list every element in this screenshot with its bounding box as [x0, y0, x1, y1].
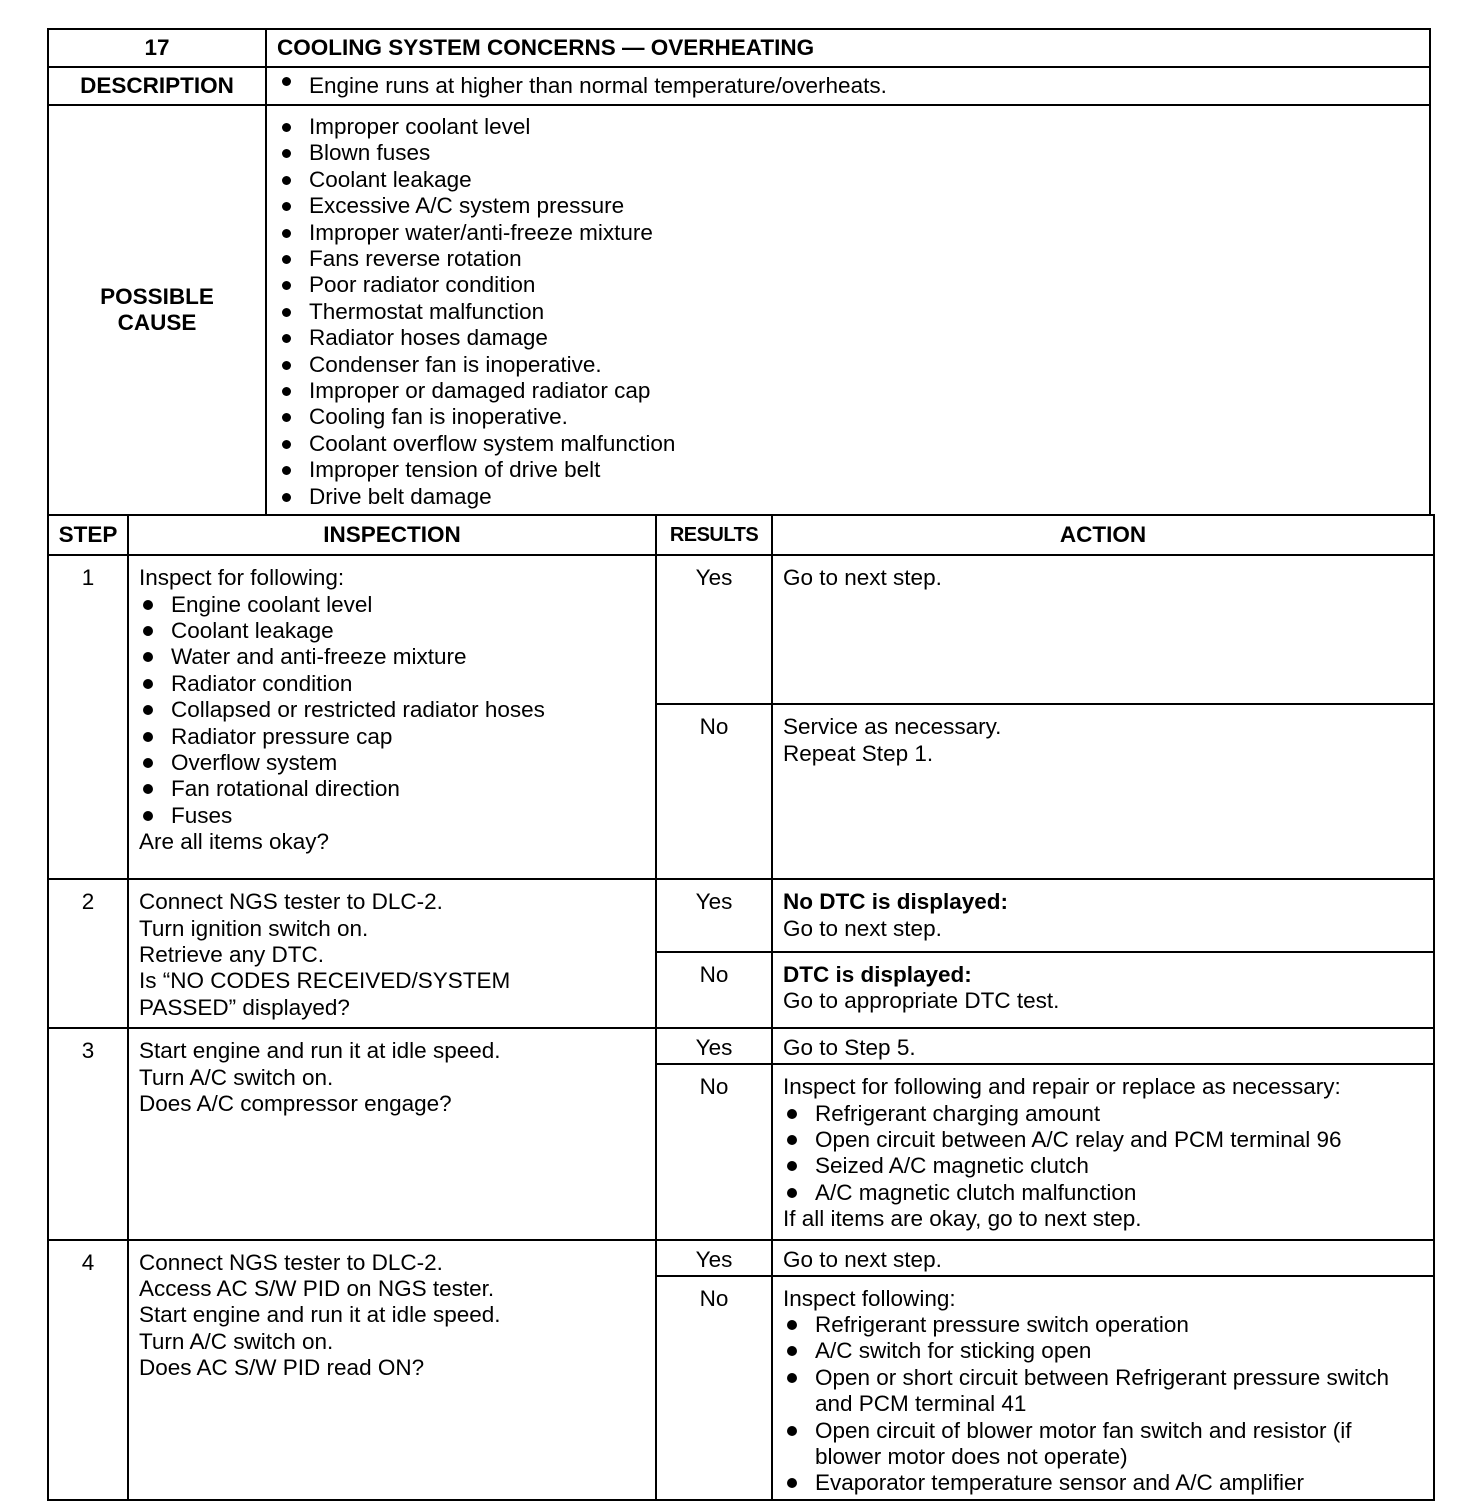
cause-item: Poor radiator condition [277, 272, 1419, 298]
step-3-no-action-list [783, 1101, 1423, 1207]
column-header-step: STEP [48, 515, 128, 555]
step-1-check-list [139, 592, 645, 830]
step-2-yes-result: Yes [656, 879, 772, 952]
step-2-yes-action [772, 879, 1434, 952]
step-2-no-action-heading: DTC is displayed: [783, 962, 972, 988]
steps-table [47, 514, 1435, 1501]
step-2-line: Retrieve any DTC. [139, 941, 325, 967]
step-2-yes-action-heading: No DTC is displayed: [783, 889, 1009, 915]
step-4-no-action-item: Refrigerant pressure switch operation [783, 1312, 1423, 1338]
step-2-no-result: No [656, 952, 772, 1028]
description-label: DESCRIPTION [48, 67, 266, 105]
cause-item: Cooling fan is inoperative. [277, 404, 1419, 430]
concern-summary-table [47, 28, 1431, 516]
step-4-line: Start engine and run it at idle speed. [139, 1302, 501, 1328]
step-4-no-action [772, 1276, 1434, 1500]
step-3-line: Does A/C compressor engage? [139, 1090, 452, 1116]
step-1-item: Coolant leakage [139, 618, 645, 644]
step-1-item: Fan rotational direction [139, 776, 645, 802]
step-1-item: Radiator condition [139, 671, 645, 697]
step-3-no-action [772, 1064, 1434, 1239]
step-1-item: Overflow system [139, 750, 645, 776]
step-3-no-action-item: Seized A/C magnetic clutch [783, 1153, 1423, 1179]
concern-title: COOLING SYSTEM CONCERNS — OVERHEATING [266, 29, 1430, 67]
step-2-inspection [128, 879, 656, 1028]
step-1-question: Are all items okay? [139, 829, 330, 855]
step-4-yes-result: Yes [656, 1240, 772, 1276]
cause-item: Improper coolant level [277, 114, 1419, 140]
step-3-line: Turn A/C switch on. [139, 1064, 334, 1090]
step-1-yes-result: Yes [656, 555, 772, 704]
step-2-yes-row [48, 879, 1434, 952]
cause-item: Improper or damaged radiator cap [277, 378, 1419, 404]
step-3-number: 3 [48, 1028, 128, 1239]
step-3-no-action-item: Refrigerant charging amount [783, 1101, 1423, 1127]
step-2-number: 2 [48, 879, 128, 1028]
step-1-no-result: No [656, 704, 772, 879]
cause-item: Blown fuses [277, 140, 1419, 166]
cause-item: Radiator hoses damage [277, 325, 1419, 351]
step-3-no-action-item: A/C magnetic clutch malfunction [783, 1180, 1423, 1206]
step-4-no-action-item: Open circuit of blower motor fan switch and resistor (if blower motor does not operate) [783, 1418, 1423, 1471]
step-2-line: Connect NGS tester to DLC-2. [139, 889, 443, 915]
step-3-no-action-item: Open circuit between A/C relay and PCM terminal 96 [783, 1127, 1423, 1153]
step-2-yes-action-text: Go to next step. [783, 915, 942, 941]
step-1-yes-row [48, 555, 1434, 704]
possible-cause-list [277, 114, 1419, 510]
header-row [48, 29, 1430, 67]
step-1-yes-action: Go to next step. [772, 555, 1434, 704]
step-3-no-action-intro: Inspect for following and repair or replace as necessary: [783, 1074, 1341, 1100]
step-4-no-action-intro: Inspect following: [783, 1285, 956, 1311]
step-1-intro: Inspect for following: [139, 565, 345, 591]
step-2-no-action-text: Go to appropriate DTC test. [783, 988, 1060, 1014]
cause-item: Excessive A/C system pressure [277, 193, 1419, 219]
cause-item: Drive belt damage [277, 484, 1419, 510]
step-4-yes-action: Go to next step. [772, 1240, 1434, 1276]
step-4-no-action-item: Open or short circuit between Refrigerant pressure switch and PCM terminal 41 [783, 1365, 1423, 1418]
step-3-line: Start engine and run it at idle speed. [139, 1038, 501, 1064]
step-3-yes-action: Go to Step 5. [772, 1028, 1434, 1064]
step-4-line: Turn A/C switch on. [139, 1328, 334, 1354]
step-1-no-action-line1: Service as necessary. [783, 714, 1002, 740]
step-3-yes-result: Yes [656, 1028, 772, 1064]
step-1-inspection [128, 555, 656, 879]
cause-item: Coolant overflow system malfunction [277, 431, 1419, 457]
description-row [48, 67, 1430, 105]
cause-item: Thermostat malfunction [277, 299, 1419, 325]
step-4-yes-row [48, 1240, 1434, 1276]
step-1-no-action-line2: Repeat Step 1. [783, 740, 934, 766]
step-3-no-result: No [656, 1064, 772, 1239]
concern-number: 17 [48, 29, 266, 67]
description-text: Engine runs at higher than normal temperature/overheats. [277, 68, 1429, 104]
step-1-item: Collapsed or restricted radiator hoses [139, 697, 645, 723]
step-3-no-action-outro: If all items are okay, go to next step. [783, 1206, 1142, 1232]
step-4-line: Access AC S/W PID on NGS tester. [139, 1275, 495, 1301]
cause-item: Improper tension of drive belt [277, 457, 1419, 483]
possible-cause-row [48, 105, 1430, 515]
step-1-no-action [772, 704, 1434, 879]
step-2-line: Is “NO CODES RECEIVED/SYSTEM [139, 968, 511, 994]
step-4-inspection [128, 1240, 656, 1500]
step-1-item: Engine coolant level [139, 592, 645, 618]
step-3-inspection [128, 1028, 656, 1239]
step-2-no-action [772, 952, 1434, 1028]
cause-item: Condenser fan is inoperative. [277, 352, 1419, 378]
steps-header-row [48, 515, 1434, 555]
step-4-no-action-item: A/C switch for sticking open [783, 1338, 1423, 1364]
step-4-no-action-item: Evaporator temperature sensor and A/C amplifier [783, 1470, 1423, 1496]
possible-cause-label-line2: CAUSE [117, 310, 197, 336]
possible-cause-label-line1: POSSIBLE [100, 283, 214, 309]
step-4-no-result: No [656, 1276, 772, 1500]
column-header-inspection: INSPECTION [128, 515, 656, 555]
cause-item: Coolant leakage [277, 167, 1419, 193]
step-2-line: Turn ignition switch on. [139, 915, 369, 941]
column-header-results: RESULTS [656, 515, 772, 555]
step-1-item: Fuses [139, 803, 645, 829]
step-4-no-action-list [783, 1312, 1423, 1497]
step-1-item: Water and anti-freeze mixture [139, 644, 645, 670]
step-1-item: Radiator pressure cap [139, 724, 645, 750]
diagnostic-table-frame [47, 28, 1435, 1501]
step-4-line: Connect NGS tester to DLC-2. [139, 1249, 443, 1275]
step-4-number: 4 [48, 1240, 128, 1500]
cause-item: Fans reverse rotation [277, 246, 1419, 272]
step-3-yes-row [48, 1028, 1434, 1064]
column-header-action: ACTION [772, 515, 1434, 555]
possible-cause-label [48, 105, 266, 515]
step-2-line: PASSED” displayed? [139, 994, 350, 1020]
step-4-line: Does AC S/W PID read ON? [139, 1355, 425, 1381]
step-1-number: 1 [48, 555, 128, 879]
cause-item: Improper water/anti-freeze mixture [277, 220, 1419, 246]
